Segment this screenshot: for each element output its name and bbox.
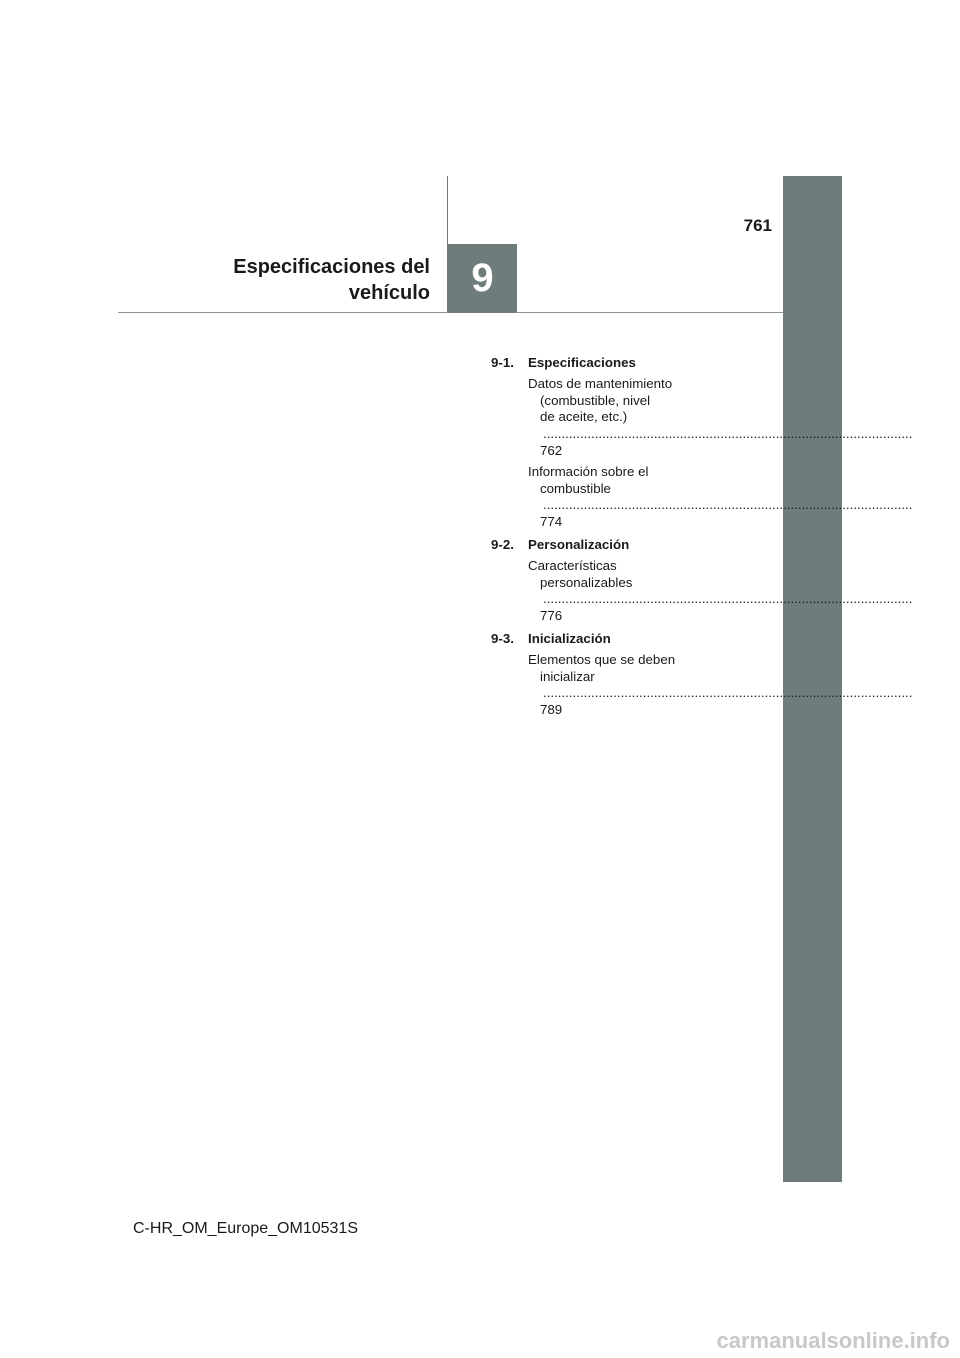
toc-entry-leader-line [528, 409, 741, 459]
toc-section-title: Personalización [528, 536, 630, 552]
toc-entry-text: inicializar [540, 668, 595, 684]
dot-leader [543, 685, 912, 700]
toc-section-number: 9-1. [491, 355, 514, 370]
toc-entry-leader-line [528, 481, 741, 531]
toc-section-title: Inicialización [528, 630, 611, 646]
toc-entry[interactable] [528, 652, 741, 719]
toc-section-title: Especificaciones [528, 355, 636, 370]
dot-leader [543, 497, 912, 512]
toc-section-number: 9-3. [491, 630, 514, 646]
toc-entry-text: personalizables [540, 574, 633, 590]
toc-section [491, 537, 741, 625]
toc-entry-text: de aceite, etc.) [540, 409, 628, 425]
chapter-side-tab [783, 176, 842, 1182]
toc-section-heading[interactable] [491, 355, 741, 372]
toc-entry-text: Elementos que se deben [528, 651, 676, 667]
toc-entry-text: combustible [540, 480, 611, 496]
toc-entry-leader-line [528, 669, 741, 719]
document-code: C-HR_OM_Europe_OM10531S [133, 1220, 358, 1237]
toc-section-number: 9-2. [491, 536, 514, 552]
toc-entry[interactable] [528, 376, 741, 460]
watermark: carmanualsonline.info [716, 1328, 950, 1353]
toc-entry-text: (combustible, nivel [540, 392, 651, 408]
dot-leader [543, 426, 912, 441]
chapter-title [200, 254, 430, 306]
toc-entry-page: 774 [540, 514, 563, 530]
toc-entry-page: 776 [540, 608, 563, 624]
table-of-contents [491, 355, 741, 725]
toc-section [491, 355, 741, 531]
toc-section-heading[interactable] [491, 537, 741, 554]
page-number: 761 [743, 216, 772, 235]
toc-entry-text: Información sobre el [528, 463, 649, 479]
toc-section-heading[interactable] [491, 631, 741, 648]
toc-entry-text: Datos de mantenimiento [528, 375, 673, 391]
chapter-title-line1: Especificaciones del [233, 256, 430, 278]
toc-entry-text: Características [528, 557, 617, 573]
toc-entry[interactable] [528, 558, 741, 625]
toc-entry-leader-line [528, 575, 741, 625]
dot-leader [543, 591, 912, 606]
toc-entry[interactable] [528, 464, 741, 531]
toc-section [491, 631, 741, 719]
chapter-title-line2: vehículo [348, 282, 430, 304]
chapter-number-box: 9 [448, 244, 517, 313]
toc-entry-page: 789 [540, 702, 563, 718]
toc-entry-page: 762 [540, 442, 563, 458]
